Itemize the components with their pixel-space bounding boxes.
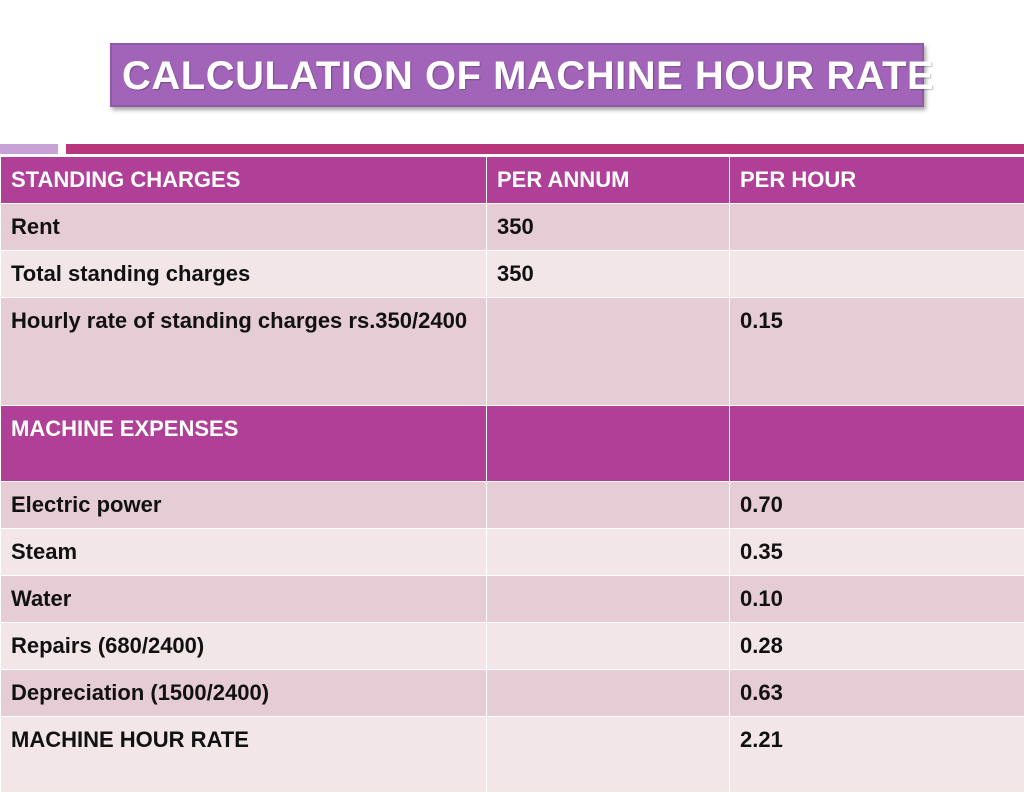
rate-table-container <box>0 156 1024 793</box>
row-per-annum: 350 <box>487 251 730 298</box>
accent-bar-left <box>0 144 58 154</box>
row-item: Depreciation (1500/2400) <box>1 670 487 717</box>
section-header-row <box>1 406 1024 482</box>
row-per-annum <box>487 670 730 717</box>
table-row <box>1 529 1024 576</box>
section-machine-expenses: MACHINE EXPENSES <box>1 406 487 482</box>
header-per-hour: PER HOUR <box>730 157 1024 204</box>
row-per-annum <box>487 529 730 576</box>
row-per-annum: 350 <box>487 204 730 251</box>
row-per-annum <box>487 576 730 623</box>
table-row <box>1 670 1024 717</box>
row-per-annum <box>487 406 730 482</box>
row-per-annum <box>487 482 730 529</box>
row-per-hour: 0.70 <box>730 482 1024 529</box>
table-row <box>1 623 1024 670</box>
row-item: Water <box>1 576 487 623</box>
table-row <box>1 482 1024 529</box>
row-per-annum <box>487 623 730 670</box>
row-per-annum <box>487 298 730 406</box>
header-standing-charges: STANDING CHARGES <box>1 157 487 204</box>
row-per-hour: 0.15 <box>730 298 1024 406</box>
total-row <box>1 717 1024 793</box>
row-per-hour <box>730 204 1024 251</box>
row-per-hour: 0.35 <box>730 529 1024 576</box>
header-per-annum: PER ANNUM <box>487 157 730 204</box>
row-per-hour <box>730 251 1024 298</box>
table-row <box>1 204 1024 251</box>
row-per-annum <box>487 717 730 793</box>
row-item: MACHINE HOUR RATE <box>1 717 487 793</box>
table-row <box>1 251 1024 298</box>
row-per-hour: 2.21 <box>730 717 1024 793</box>
row-item: Hourly rate of standing charges rs.350/2400 <box>1 298 487 406</box>
slide-title-box <box>110 43 924 107</box>
row-per-hour: 0.10 <box>730 576 1024 623</box>
accent-bar-right <box>66 144 1024 154</box>
row-item: Rent <box>1 204 487 251</box>
row-item: Total standing charges <box>1 251 487 298</box>
machine-hour-rate-table <box>0 156 1024 793</box>
row-item: Steam <box>1 529 487 576</box>
table-row <box>1 576 1024 623</box>
row-per-hour: 0.63 <box>730 670 1024 717</box>
slide-title: CALCULATION OF MACHINE HOUR RATE <box>122 52 934 100</box>
table-header-row <box>1 157 1024 204</box>
table-row <box>1 298 1024 406</box>
row-per-hour: 0.28 <box>730 623 1024 670</box>
row-item: Repairs (680/2400) <box>1 623 487 670</box>
row-per-hour <box>730 406 1024 482</box>
row-item: Electric power <box>1 482 487 529</box>
